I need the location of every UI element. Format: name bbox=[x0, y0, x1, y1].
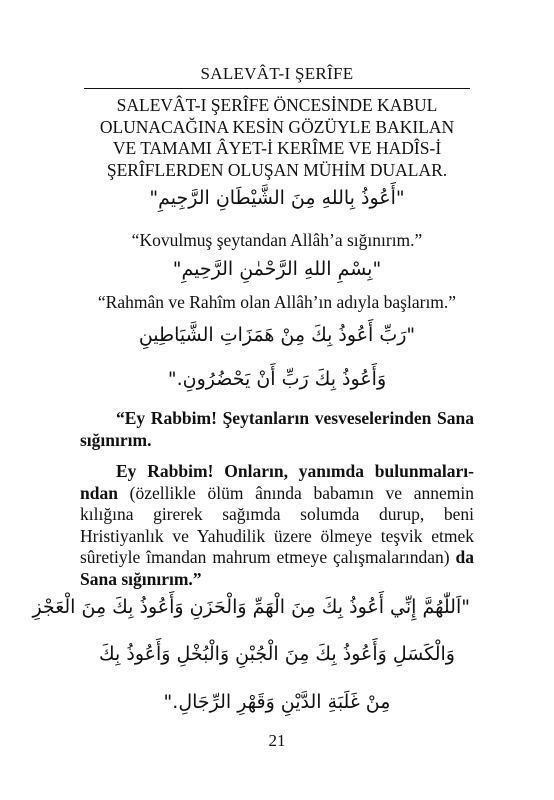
header-rule bbox=[84, 88, 470, 89]
translation-3 bbox=[80, 408, 474, 451]
translation-2: “Rahmân ve Rahîm olan Allâh’ın adıyla başlarım.” bbox=[97, 292, 457, 312]
translation-3-text: “Ey Rabbim! Şeytanların vesveselerinden Sana sığınırım. bbox=[80, 408, 474, 450]
arabic-dua-4-line-2: وَالْكَسَلِ وَأَعُوذُ بِكَ مِنَ الْجُبْنِ وَالْبُخْلِ وَأَعُوذُ بِكَ bbox=[99, 643, 455, 665]
title-line: ŞERÎFLERDEN OLUŞAN MÜHİM DUALAR. bbox=[106, 159, 448, 180]
arabic-dua-1: "أَعُوذُ بِاللهِ مِنَ الشَّيْطَانِ الرَّجِيمِ" bbox=[149, 187, 405, 209]
arabic-dua-2: "بِسْمِ اللهِ الرَّحْمٰنِ الرَّحِيمِ" bbox=[172, 258, 382, 280]
translation-1: “Kovulmuş şeytandan Allâh’a sığınırım.” bbox=[131, 230, 423, 250]
translation-4-bold-end: da Sana sığınırım.” bbox=[80, 547, 474, 589]
arabic-dua-3-line-1: "رَبِّ أَعُوذُ بِكَ مِنْ هَمَزَاتِ الشَّيَاطِينِ bbox=[138, 324, 416, 346]
page-number: 21 bbox=[268, 731, 286, 750]
section-title bbox=[80, 95, 474, 181]
arabic-dua-4-line-1: "اَللّٰهُمَّ إِنِّي أَعُوذُ بِكَ مِنَ الْهَمِّ وَالْحَزَنِ وَأَعُوذُ بِكَ مِنَ الْعَجْزِ bbox=[32, 596, 470, 618]
translation-4-text: (özellikle ölüm ânında babamın ve annemin kılığına girerek sağımda solumda durup, beni Hristiyanlık ve Yahudilik üzere ölmeye teşvik etmek sûretiyle îmandan mahrum etmeye çalışmalarından) bbox=[80, 482, 474, 567]
translation-4-bold-start: Ey Rabbim! Onların, yanımda bulunmalarından bbox=[80, 461, 474, 503]
title-line: OLUNACAĞINA KESİN GÖZÜYLE BAKILAN bbox=[99, 116, 455, 137]
arabic-dua-4-line-3: مِنْ غَلَبَةِ الدَّيْنِ وَقَهْرِ الرِّجَالِ." bbox=[163, 691, 391, 713]
translation-4 bbox=[80, 461, 474, 590]
running-header: SALEVÂT-I ŞERÎFE bbox=[200, 64, 354, 83]
book-page bbox=[32, 0, 474, 800]
arabic-dua-3-line-2: وَأَعُوذُ بِكَ رَبِّ أَنْ يَحْضُرُونِ." bbox=[167, 368, 387, 390]
title-line: VE TAMAMI ÂYET-İ KERÎME VE HADÎS-İ bbox=[112, 138, 442, 158]
title-line: SALEVÂT-I ŞERÎFE ÖNCESİNDE KABUL bbox=[116, 95, 438, 115]
